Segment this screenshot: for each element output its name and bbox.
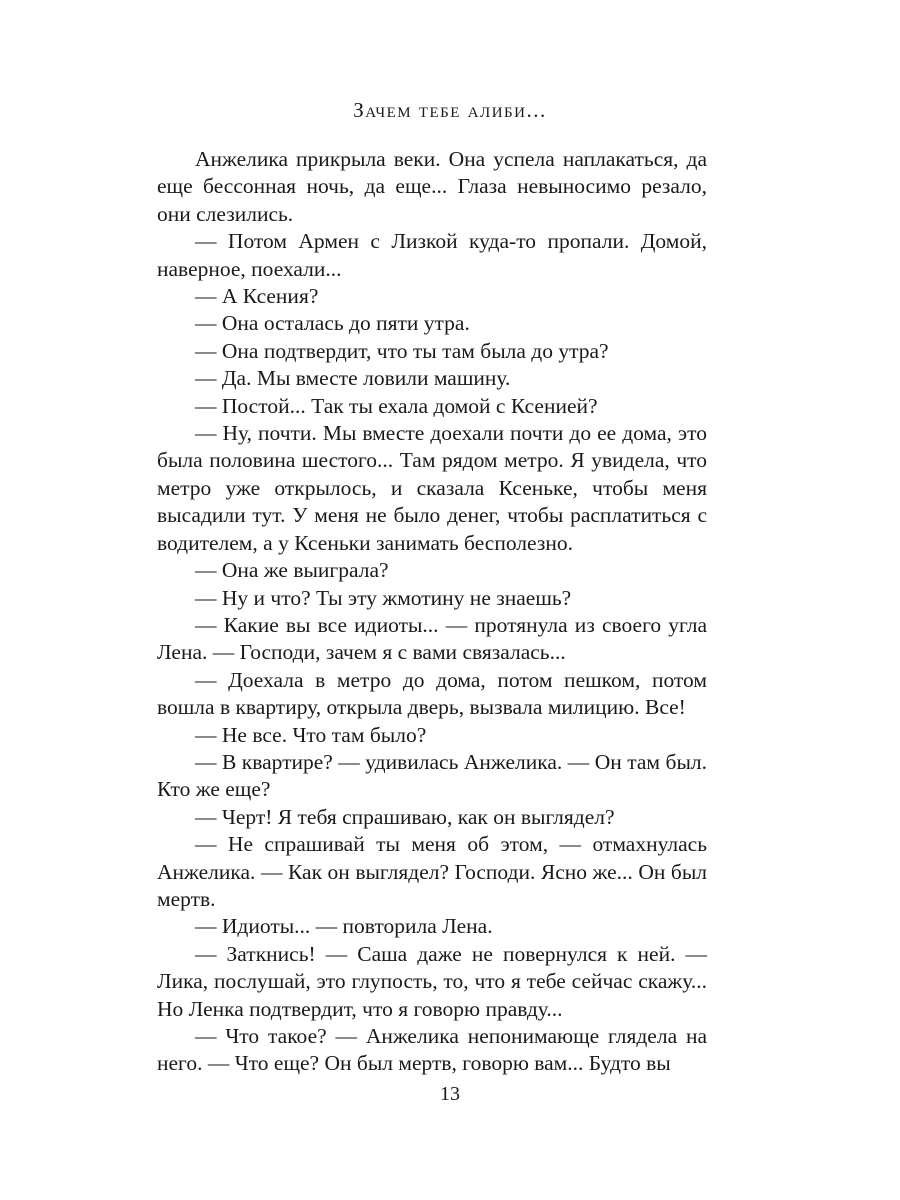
paragraph: — Заткнись! — Саша даже не повернулся к ней. — Лика, послушай, это глупость, то, что я тебе сейчас скажу... Но Ленка подтвердит, что я говорю правду... <box>157 941 707 1021</box>
paragraph: — Она же выиграла? <box>195 558 389 583</box>
paragraph: — Постой... Так ты ехала домой с Ксенией? <box>195 393 598 418</box>
paragraph: — Ну и что? Ты эту жмотину не знаешь? <box>195 585 572 610</box>
paragraph: — Не все. Что там было? <box>195 722 427 747</box>
body-text <box>157 146 707 1078</box>
paragraph: — В квартире? — удивилась Анжелика. — Он там был. Кто же еще? <box>157 749 707 802</box>
paragraph: — А Ксения? <box>195 284 319 309</box>
paragraph: — Она подтвердит, что ты там была до утра? <box>195 338 609 363</box>
paragraph: — Потом Армен с Лизкой куда-то пропали. Домой, наверное, поехали... <box>157 229 707 281</box>
paragraph: — Она осталась до пяти утра. <box>195 311 470 336</box>
paragraph: Анжелика прикрыла веки. Она успела наплакаться, да еще бессонная ночь, да еще... Глаза невыносимо резало, они слезились. <box>157 147 707 226</box>
paragraph: — Что такое? — Анжелика непонимающе глядела на него. — Что еще? Он был мертв, говорю вам... Будто вы <box>157 1024 707 1076</box>
paragraph: — Не спрашивай ты меня об этом, — отмахнулась Анжелика. — Как он выглядел? Господи. Ясно же... Он был мертв. <box>157 832 707 911</box>
paragraph: — Идиоты... — повторила Лена. <box>195 914 493 939</box>
running-title: Зачем тебе алиби... <box>353 98 547 122</box>
paragraph: — Доехала в метро до дома, потом пешком, потом вошла в квартиру, открыла дверь, вызвала милицию. Все! <box>157 667 707 720</box>
paragraph: — Да. Мы вместе ловили машину. <box>195 366 511 391</box>
paragraph: — Черт! Я тебя спрашиваю, как он выглядел? <box>195 804 615 829</box>
page-number: 13 <box>440 1083 460 1105</box>
paragraph: — Ну, почти. Мы вместе доехали почти до ее дома, это была половина шестого... Там рядом метро. Я увидела, что метро уже открылось, и сказала Ксеньке, чтобы меня высадили тут. У меня не было денег, чтобы расплатиться с водителем, а у Ксеньки занимать бесполезно. <box>157 421 707 555</box>
paragraph: — Какие вы все идиоты... — протянула из своего угла Лена. — Господи, зачем я с вами связалась... <box>157 612 707 665</box>
